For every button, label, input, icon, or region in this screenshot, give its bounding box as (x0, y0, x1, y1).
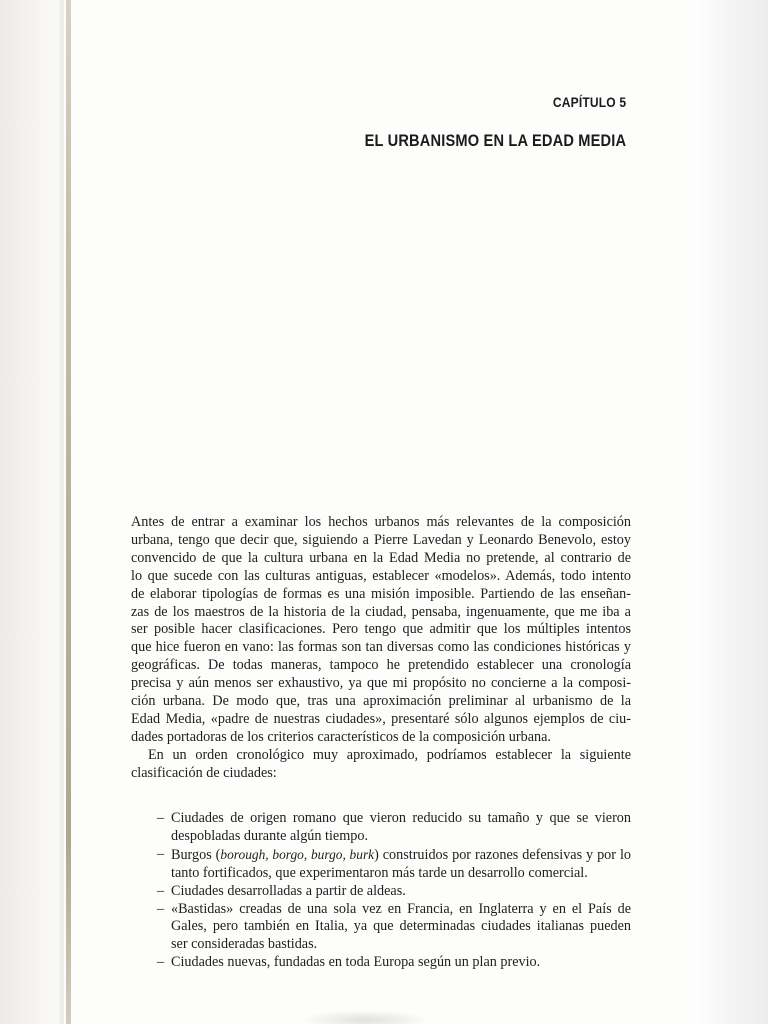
list-dash: – (157, 845, 165, 862)
paragraph-1 (131, 514, 631, 747)
list-item-lead: Burgos ( (171, 846, 221, 863)
paragraph-line: lo que sucede con las culturas antiguas, establecer «modelos». Además, todo intento (131, 567, 631, 584)
list-item (157, 954, 631, 972)
list-item-line (171, 846, 631, 865)
list-item-rest: ) construidos por razones defensivas y por lo (374, 846, 631, 863)
paragraph-line: que hice fueron en vano: las formas son tan diversas como las condiciones históricas y (131, 639, 631, 656)
list-dash: – (157, 810, 165, 826)
list-item-line: Ciudades de origen romano que vieron reducido su tamaño y que se vieron (171, 810, 631, 826)
chapter-number: CAPÍTULO 5 (552, 94, 626, 110)
bottom-smudge (300, 1010, 430, 1024)
paragraph-line: clasificación de ciudades: (131, 764, 277, 781)
page-binding-edge (0, 0, 64, 1024)
list-dash: – (157, 882, 165, 899)
list-item-italic-terms: borough, borgo, burgo, burk (220, 846, 375, 862)
list-dash: – (157, 954, 165, 971)
paragraph-line: zas de los maestros de la historia de la ciudad, pensaba, ingenuamente, que me iba a (131, 603, 631, 620)
paragraph-line: ser posible hacer clasificaciones. Pero tengo que admitir que los múltiples intentos (131, 621, 631, 638)
chapter-title: EL URBANISMO EN LA EDAD MEDIA (364, 131, 626, 150)
right-page-margin (696, 0, 768, 1024)
list-item-line: Gales, pero también en Italia, ya que determinadas ciudades italianas pueden (171, 918, 631, 935)
list-item (157, 901, 631, 955)
list-item-line: tanto fortificados, que experimentaron más tarde un desarrollo comercial. (171, 864, 588, 881)
body-text (131, 514, 631, 783)
paragraph-line: Antes de entrar a examinar los hechos urbanos más relevantes de la composición (131, 514, 631, 530)
list-item-line: Ciudades nuevas, fundadas en toda Europa según un plan previo. (171, 954, 541, 971)
list-item-line: ser consideradas bastidas. (171, 936, 318, 953)
list-item (157, 846, 631, 883)
list-item-line: despobladas durante algún tiempo. (171, 827, 368, 844)
paragraph-line: geográficas. De todas maneras, tampoco he pretendido establecer una cronología (131, 657, 631, 674)
list-item (157, 883, 631, 901)
paragraph-line: convencido de que la cultura urbana en la Edad Media no pretende, al contrario de (131, 549, 631, 566)
paragraph-line: de elaborar tipologías de formas es una misión imposible. Partiendo de las enseñan- (131, 585, 631, 602)
list-dash: – (157, 900, 165, 917)
paragraph-line: En un orden cronológico muy aproximado, podríamos establecer la siguiente (148, 746, 631, 763)
binding-shadow-strip (66, 0, 71, 1024)
paragraph-2 (131, 747, 631, 783)
list-item-line: Ciudades desarrolladas a partir de aldeas. (171, 882, 406, 899)
paragraph-line: precisa y aún menos ser exhaustivo, ya que mi propósito no concierne a la composi- (131, 675, 631, 692)
paragraph-line: ción urbana. De modo que, tras una aproximación preliminar al urbanismo de la (131, 693, 631, 710)
list-item-line: «Bastidas» creadas de una sola vez en Francia, en Inglaterra y en el País de (171, 900, 631, 917)
paragraph-line: dades portadoras de los criterios característicos de la composición urbana. (131, 728, 551, 745)
list-item (157, 810, 631, 846)
paragraph-line: urbana, tengo que decir que, siguiendo a Pierre Lavedan y Leonardo Benevolo, estoy (131, 531, 631, 548)
city-classification-list (157, 810, 631, 972)
paragraph-line: Edad Media, «padre de nuestras ciudades», presentaré sólo algunos ejemplos de ciu- (131, 710, 631, 727)
